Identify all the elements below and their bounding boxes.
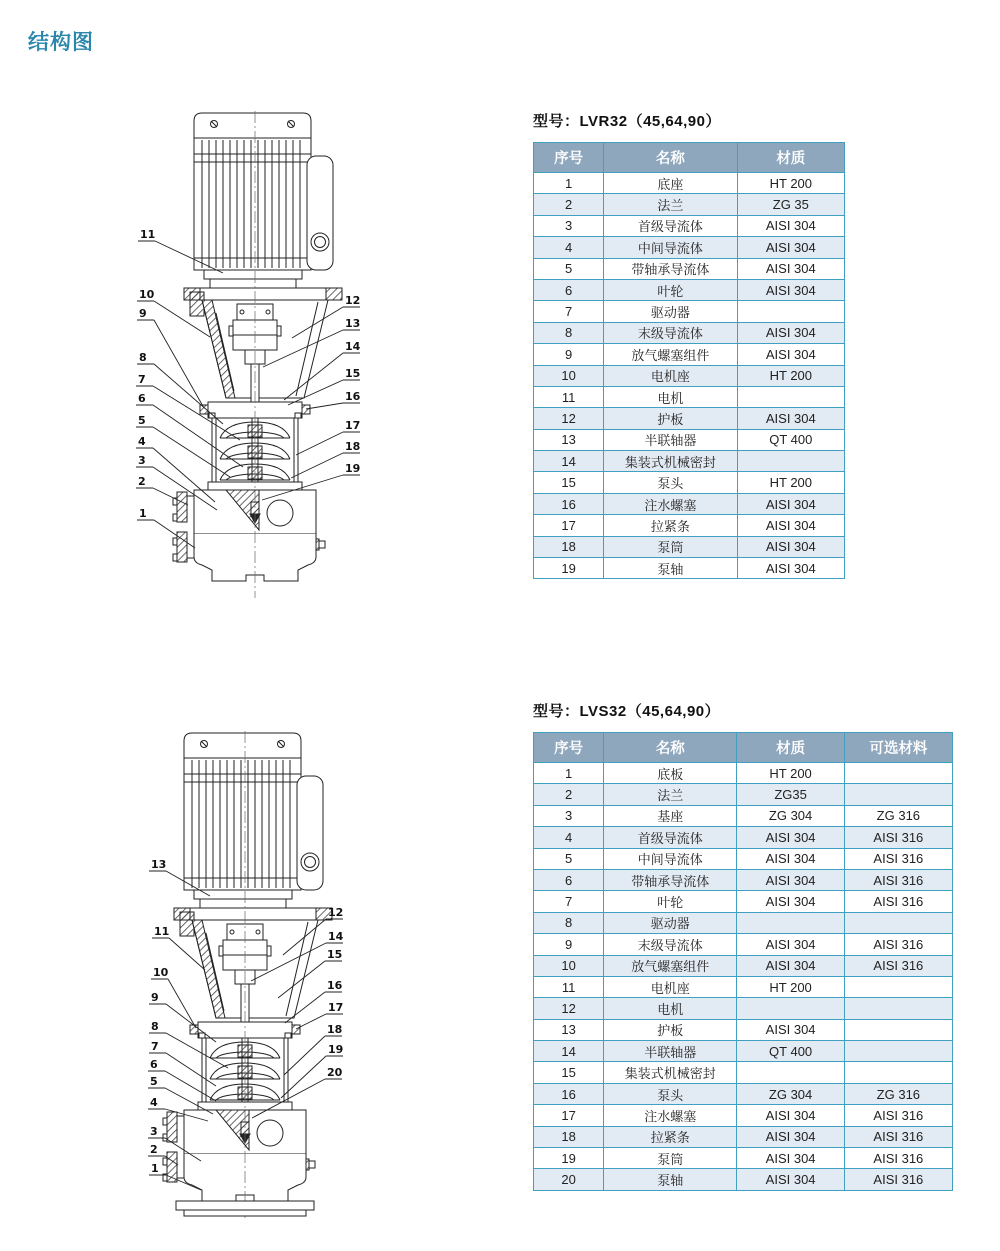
callout-number: 17 (328, 1001, 344, 1014)
table-cell: AISI 304 (737, 1105, 844, 1126)
table-cell: AISI 304 (737, 827, 844, 848)
table-cell: 泵轴 (604, 558, 737, 579)
callout-number: 13 (345, 317, 361, 330)
table-cell: 集装式机械密封 (604, 1062, 737, 1083)
table-cell: ZG35 (737, 784, 844, 805)
table-row (534, 386, 845, 407)
table-row (534, 237, 845, 258)
base-plate (176, 1201, 314, 1216)
table-cell: 5 (534, 848, 604, 869)
callout-number: 4 (150, 1096, 158, 1109)
table-cell: 11 (534, 386, 604, 407)
table-cell: QT 400 (737, 1041, 844, 1062)
table-cell (844, 976, 952, 997)
table-cell: 泵轴 (604, 1169, 737, 1190)
table-row (534, 976, 953, 997)
callout-number: 9 (139, 307, 147, 320)
table-cell: 法兰 (604, 194, 737, 215)
table-cell: 9 (534, 934, 604, 955)
table-row (534, 301, 845, 322)
callout-number: 2 (150, 1143, 158, 1156)
callout-number: 11 (140, 228, 156, 241)
table-row (534, 763, 953, 784)
table-row (534, 1062, 953, 1083)
table-row (534, 848, 953, 869)
table-cell: AISI 304 (737, 1148, 844, 1169)
table-cell: 12 (534, 408, 604, 429)
table-cell: 3 (534, 805, 604, 826)
table-cell: 7 (534, 301, 604, 322)
table-cell: 护板 (604, 1019, 737, 1040)
callout-leader-line (306, 403, 343, 409)
table-row (534, 1126, 953, 1147)
table-cell: ZG 304 (737, 1083, 844, 1104)
table-cell: 叶轮 (604, 891, 737, 912)
table-cell: AISI 304 (737, 558, 844, 579)
page-title: 结构图 (28, 31, 94, 54)
table-cell: 半联轴器 (604, 429, 737, 450)
table-cell: ZG 316 (844, 805, 952, 826)
table-cell: 2 (534, 784, 604, 805)
table-row (534, 827, 953, 848)
callout-number: 17 (345, 419, 361, 432)
table-cell: 17 (534, 515, 604, 536)
table-cell: HT 200 (737, 173, 844, 194)
callout-number: 2 (138, 475, 146, 488)
table-cell: 8 (534, 912, 604, 933)
table-cell: ZG 304 (737, 805, 844, 826)
table-cell (844, 912, 952, 933)
table-cell: AISI 304 (737, 848, 844, 869)
table-cell: 2 (534, 194, 604, 215)
table-cell (737, 451, 844, 472)
table-cell: AISI 316 (844, 891, 952, 912)
table-row (534, 1169, 953, 1190)
callout-number: 4 (138, 435, 146, 448)
table-cell: 中间导流体 (604, 848, 737, 869)
callout-number: 3 (138, 454, 146, 467)
table-row (534, 451, 845, 472)
callout-number: 14 (345, 340, 361, 353)
table-cell: 18 (534, 1126, 604, 1147)
table-cell: 7 (534, 891, 604, 912)
table-cell: AISI 304 (737, 515, 844, 536)
callout-number: 7 (151, 1040, 159, 1053)
table-cell (844, 1041, 952, 1062)
callout-number: 16 (345, 390, 361, 403)
table-cell: 18 (534, 536, 604, 557)
table-cell: AISI 304 (737, 237, 844, 258)
table-cell: AISI 304 (737, 934, 844, 955)
table-cell: 泵筒 (604, 536, 737, 557)
table-cell: 17 (534, 1105, 604, 1126)
table-row (534, 1148, 953, 1169)
table-cell: HT 200 (737, 976, 844, 997)
table-cell: 19 (534, 1148, 604, 1169)
table-row (534, 805, 953, 826)
column-header: 名称 (604, 733, 737, 763)
table-cell: 12 (534, 998, 604, 1019)
table-row (534, 322, 845, 343)
table-cell (844, 998, 952, 1019)
table-row (534, 173, 845, 194)
callout-number: 12 (345, 294, 361, 307)
table-cell: AISI 304 (737, 215, 844, 236)
table-cell: AISI 316 (844, 955, 952, 976)
model-title-lvs32: 型号：LVS32（45,64,90） (533, 703, 721, 720)
parts-table-block-lvr32 (533, 110, 845, 579)
table-cell: AISI 316 (844, 869, 952, 890)
callout-leader-line (291, 453, 343, 478)
callout-number: 15 (345, 367, 361, 380)
table-cell: 9 (534, 344, 604, 365)
table-cell: AISI 304 (737, 493, 844, 514)
callout-number: 7 (138, 373, 146, 386)
table-cell: AISI 304 (737, 408, 844, 429)
table-cell: 泵筒 (604, 1148, 737, 1169)
column-header: 序号 (534, 143, 604, 173)
table-cell: AISI 304 (737, 344, 844, 365)
callout-leader-line (296, 432, 343, 455)
table-cell (844, 1062, 952, 1083)
table-cell: 1 (534, 173, 604, 194)
table-row (534, 408, 845, 429)
table-cell: 13 (534, 1019, 604, 1040)
callout-number: 1 (151, 1162, 159, 1175)
parts-table-lvr32 (533, 142, 845, 579)
callout-number: 8 (151, 1020, 159, 1033)
table-cell: 拉紧条 (604, 515, 737, 536)
table-cell (737, 1062, 844, 1083)
table-cell: AISI 316 (844, 1169, 952, 1190)
table-cell: 驱动器 (604, 912, 737, 933)
callout-number: 6 (138, 392, 146, 405)
table-cell: AISI 304 (737, 869, 844, 890)
table-cell: AISI 304 (737, 891, 844, 912)
table-cell: 底座 (604, 173, 737, 194)
callout-number: 5 (138, 414, 146, 427)
callout-number: 15 (327, 948, 343, 961)
table-row (534, 429, 845, 450)
callout-number: 11 (154, 925, 170, 938)
table-row (534, 558, 845, 579)
table-cell (737, 386, 844, 407)
table-cell: ZG 35 (737, 194, 844, 215)
table-row (534, 536, 845, 557)
table-cell: 电机座 (604, 365, 737, 386)
table-row (534, 472, 845, 493)
table-cell: 15 (534, 1062, 604, 1083)
column-header: 名称 (604, 143, 737, 173)
table-cell: 8 (534, 322, 604, 343)
table-cell: AISI 316 (844, 827, 952, 848)
table-cell: 15 (534, 472, 604, 493)
table-cell: AISI 316 (844, 1126, 952, 1147)
table-row (534, 998, 953, 1019)
table-cell: 4 (534, 237, 604, 258)
table-cell: 电机 (604, 998, 737, 1019)
table-row (534, 1083, 953, 1104)
table-cell: 叶轮 (604, 279, 737, 300)
table-cell: 20 (534, 1169, 604, 1190)
table-cell: 6 (534, 279, 604, 300)
table-cell: AISI 316 (844, 848, 952, 869)
column-header: 序号 (534, 733, 604, 763)
callout-leader-line (296, 1014, 326, 1029)
column-header: 材质 (737, 143, 844, 173)
table-cell: AISI 316 (844, 1148, 952, 1169)
table-cell (737, 998, 844, 1019)
table-row (534, 1105, 953, 1126)
callout-number: 8 (139, 351, 147, 364)
table-cell: AISI 304 (737, 1019, 844, 1040)
table-cell: 注水螺塞 (604, 1105, 737, 1126)
table-cell: 放气螺塞组件 (604, 955, 737, 976)
table-cell: 13 (534, 429, 604, 450)
table-cell: AISI 316 (844, 934, 952, 955)
callout-number: 16 (327, 979, 343, 992)
table-cell: 5 (534, 258, 604, 279)
table-row (534, 1019, 953, 1040)
table-row (534, 258, 845, 279)
table-cell: AISI 304 (737, 258, 844, 279)
callout-number: 5 (150, 1075, 158, 1088)
parts-table-lvs32 (533, 732, 953, 1191)
table-row (534, 344, 845, 365)
callout-number: 6 (150, 1058, 158, 1071)
callout-number: 10 (153, 966, 169, 979)
callout-number: 13 (151, 858, 167, 871)
table-cell (844, 784, 952, 805)
table-cell: 16 (534, 1083, 604, 1104)
column-header: 可选材料 (844, 733, 952, 763)
table-row (534, 891, 953, 912)
parts-table-block-lvs32 (533, 700, 953, 1191)
table-cell: 泵头 (604, 472, 737, 493)
table-cell: 驱动器 (604, 301, 737, 322)
table-cell: 末级导流体 (604, 934, 737, 955)
callout-number: 19 (345, 462, 361, 475)
table-cell: 集装式机械密封 (604, 451, 737, 472)
table-cell: AISI 304 (737, 955, 844, 976)
table-cell: 14 (534, 1041, 604, 1062)
callout-number: 9 (151, 991, 159, 1004)
table-cell: 拉紧条 (604, 1126, 737, 1147)
table-cell: QT 400 (737, 429, 844, 450)
table-cell: AISI 304 (737, 536, 844, 557)
table-cell: HT 200 (737, 763, 844, 784)
table-cell: 11 (534, 976, 604, 997)
callout-number: 10 (139, 288, 155, 301)
table-row (534, 194, 845, 215)
table-row (534, 515, 845, 536)
table-cell: 带轴承导流体 (604, 258, 737, 279)
table-cell: 法兰 (604, 784, 737, 805)
table-cell: HT 200 (737, 472, 844, 493)
model-title-lvr32: 型号：LVR32（45,64,90） (533, 113, 721, 130)
table-cell: 10 (534, 955, 604, 976)
callout-leader-line (154, 364, 223, 424)
callout-leader-line (284, 1036, 325, 1075)
table-cell: 4 (534, 827, 604, 848)
table-row (534, 215, 845, 236)
pump-drawing-lvr32-svg (128, 108, 398, 608)
table-cell (844, 1019, 952, 1040)
table-cell (844, 763, 952, 784)
table-cell: 放气螺塞组件 (604, 344, 737, 365)
callout-leader-line (168, 979, 196, 1028)
table-cell: 电机 (604, 386, 737, 407)
callout-leader-line (154, 320, 204, 408)
table-cell: ZG 316 (844, 1083, 952, 1104)
table-cell: AISI 304 (737, 1169, 844, 1190)
table-cell: 3 (534, 215, 604, 236)
table-row (534, 912, 953, 933)
table-cell (737, 912, 844, 933)
table-cell: AISI 304 (737, 279, 844, 300)
callout-number: 19 (328, 1043, 344, 1056)
table-row (534, 934, 953, 955)
structure-drawing-lvr32 (128, 108, 398, 608)
table-cell: 19 (534, 558, 604, 579)
table-row (534, 365, 845, 386)
table-cell: 10 (534, 365, 604, 386)
table-cell: 泵头 (604, 1083, 737, 1104)
structure-drawing-lvs32 (118, 728, 388, 1228)
callout-number: 14 (328, 930, 344, 943)
pump-drawing-lvs32-svg (118, 728, 388, 1228)
column-header: 材质 (737, 733, 844, 763)
table-row (534, 955, 953, 976)
table-cell: 中间导流体 (604, 237, 737, 258)
table-row (534, 1041, 953, 1062)
table-cell: 半联轴器 (604, 1041, 737, 1062)
table-cell (737, 301, 844, 322)
table-cell: 首级导流体 (604, 215, 737, 236)
table-cell: AISI 304 (737, 322, 844, 343)
table-cell: 16 (534, 493, 604, 514)
callout-number: 20 (327, 1066, 343, 1079)
table-cell: AISI 316 (844, 1105, 952, 1126)
table-row (534, 493, 845, 514)
table-row (534, 869, 953, 890)
table-cell: 6 (534, 869, 604, 890)
table-cell: 1 (534, 763, 604, 784)
table-cell: 14 (534, 451, 604, 472)
callout-number: 1 (139, 507, 147, 520)
callout-number: 12 (328, 906, 344, 919)
table-row (534, 784, 953, 805)
table-cell: 底板 (604, 763, 737, 784)
table-cell: AISI 304 (737, 1126, 844, 1147)
callout-number: 18 (327, 1023, 343, 1036)
table-cell: 带轴承导流体 (604, 869, 737, 890)
table-row (534, 279, 845, 300)
table-cell: 基座 (604, 805, 737, 826)
table-cell: 电机座 (604, 976, 737, 997)
table-cell: HT 200 (737, 365, 844, 386)
table-cell: 首级导流体 (604, 827, 737, 848)
table-cell: 注水螺塞 (604, 493, 737, 514)
callout-number: 3 (150, 1125, 158, 1138)
table-cell: 护板 (604, 408, 737, 429)
table-cell: 末级导流体 (604, 322, 737, 343)
callout-number: 18 (345, 440, 361, 453)
